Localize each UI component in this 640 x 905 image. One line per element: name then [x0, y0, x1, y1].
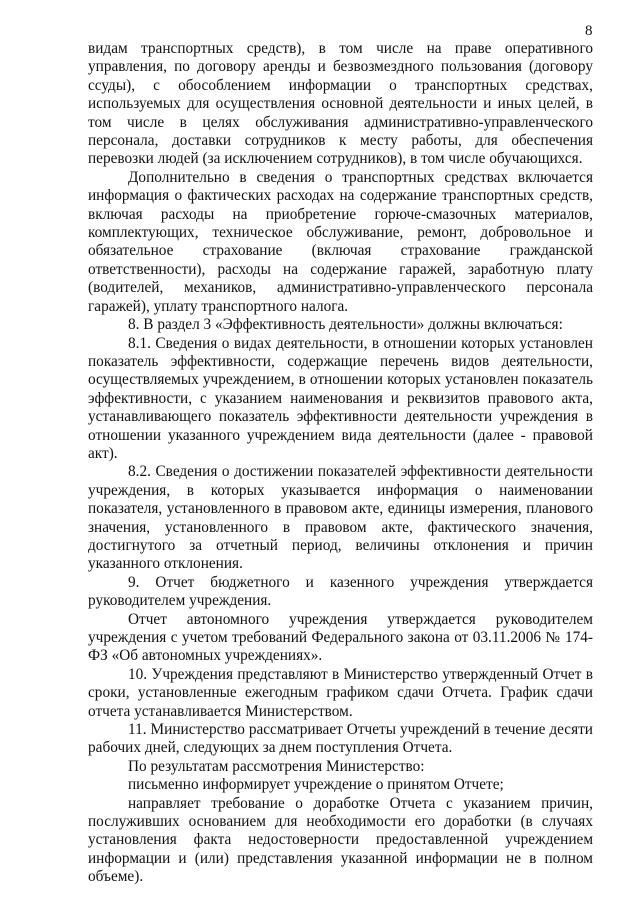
paragraph-9: 9. Отчет бюджетного и казенного учреждения утверждается руководителем учреждения. — [88, 573, 593, 610]
paragraph-inform-accepted: письменно информирует учреждение о принятом Отчете; — [128, 776, 504, 794]
paragraph-revision-request: направляет требование о доработке Отчета с указанием причин, послуживших основанием для необходимости его доработки (в случаях установления факта недостоверности предоставленной учреждением информации и (или) представления указанной информации не в полном объеме). — [88, 794, 593, 886]
page-number: 8 — [585, 23, 593, 39]
paragraph-8-1: 8.1. Сведения о видах деятельности, в отношении которых установлен показатель эффективности, содержащие перечень видов деятельности, осуществляемых учреждением, в отношении которых установлен показатель эффективности, с указанием наименования и реквизитов правового акта, устанавливающего показатель эффективности деятельности учреждения в отношении указанного учреждением вида деятельности (далее - правовой акт). — [88, 334, 593, 462]
paragraph-9-autonomous: Отчет автономного учреждения утверждается руководителем учреждения с учетом требований Федерального закона от 03.11.2006 № 174-ФЗ «Об автономных учреждениях». — [88, 610, 593, 665]
paragraph-review-results: По результатам рассмотрения Министерство: — [128, 757, 425, 775]
document-body — [88, 40, 593, 887]
paragraph-section-3-heading: 8. В раздел 3 «Эффективность деятельности» должны включаться: — [128, 316, 563, 334]
paragraph-10: 10. Учреждения представляют в Министерство утвержденный Отчет в сроки, установленные ежегодным графиком сдачи Отчета. График сдачи отчета устанавливается Министерством. — [88, 665, 593, 720]
paragraph-8-2: 8.2. Сведения о достижении показателей эффективности деятельности учреждения, в которых указывается информация о наименовании показателя, установленного в правовом акте, единицы измерения, планового значения, установленного в правовом акте, фактического значения, достигнутого за отчетный период, величины отклонения и причин указанного отклонения. — [88, 463, 593, 573]
paragraph-11: 11. Министерство рассматривает Отчеты учреждений в течение десяти рабочих дней, следующих за днем поступления Отчета. — [88, 721, 593, 757]
paragraph-transport-vehicles: видам транспортных средств), в том числе на праве оперативного управления, по договору аренды и безвозмездного пользования (договору ссуды), с обособлением информации о транспортных средствах, используемых для осуществления основной деятельности и иных целей, в том числе в целях обслуживания административно-управленческого персонала, доставки сотрудников к месту работы, для обеспечения перевозки людей (за исключением сотрудников), в том числе обучающихся. — [88, 40, 593, 168]
paragraph-transport-expenses: Дополнительно в сведения о транспортных средствах включается информация о фактических расходах на содержание транспортных средств, включая расходы на приобретение горюче-смазочных материалов, комплектующих, техническое обслуживание, ремонт, добровольное и обязательное страхование (включая страхование гражданской ответственности), расходы на содержание гаражей, заработную плату (водителей, механиков, административно-управленческого персонала гаражей), уплату транспортного налога. — [88, 168, 593, 315]
